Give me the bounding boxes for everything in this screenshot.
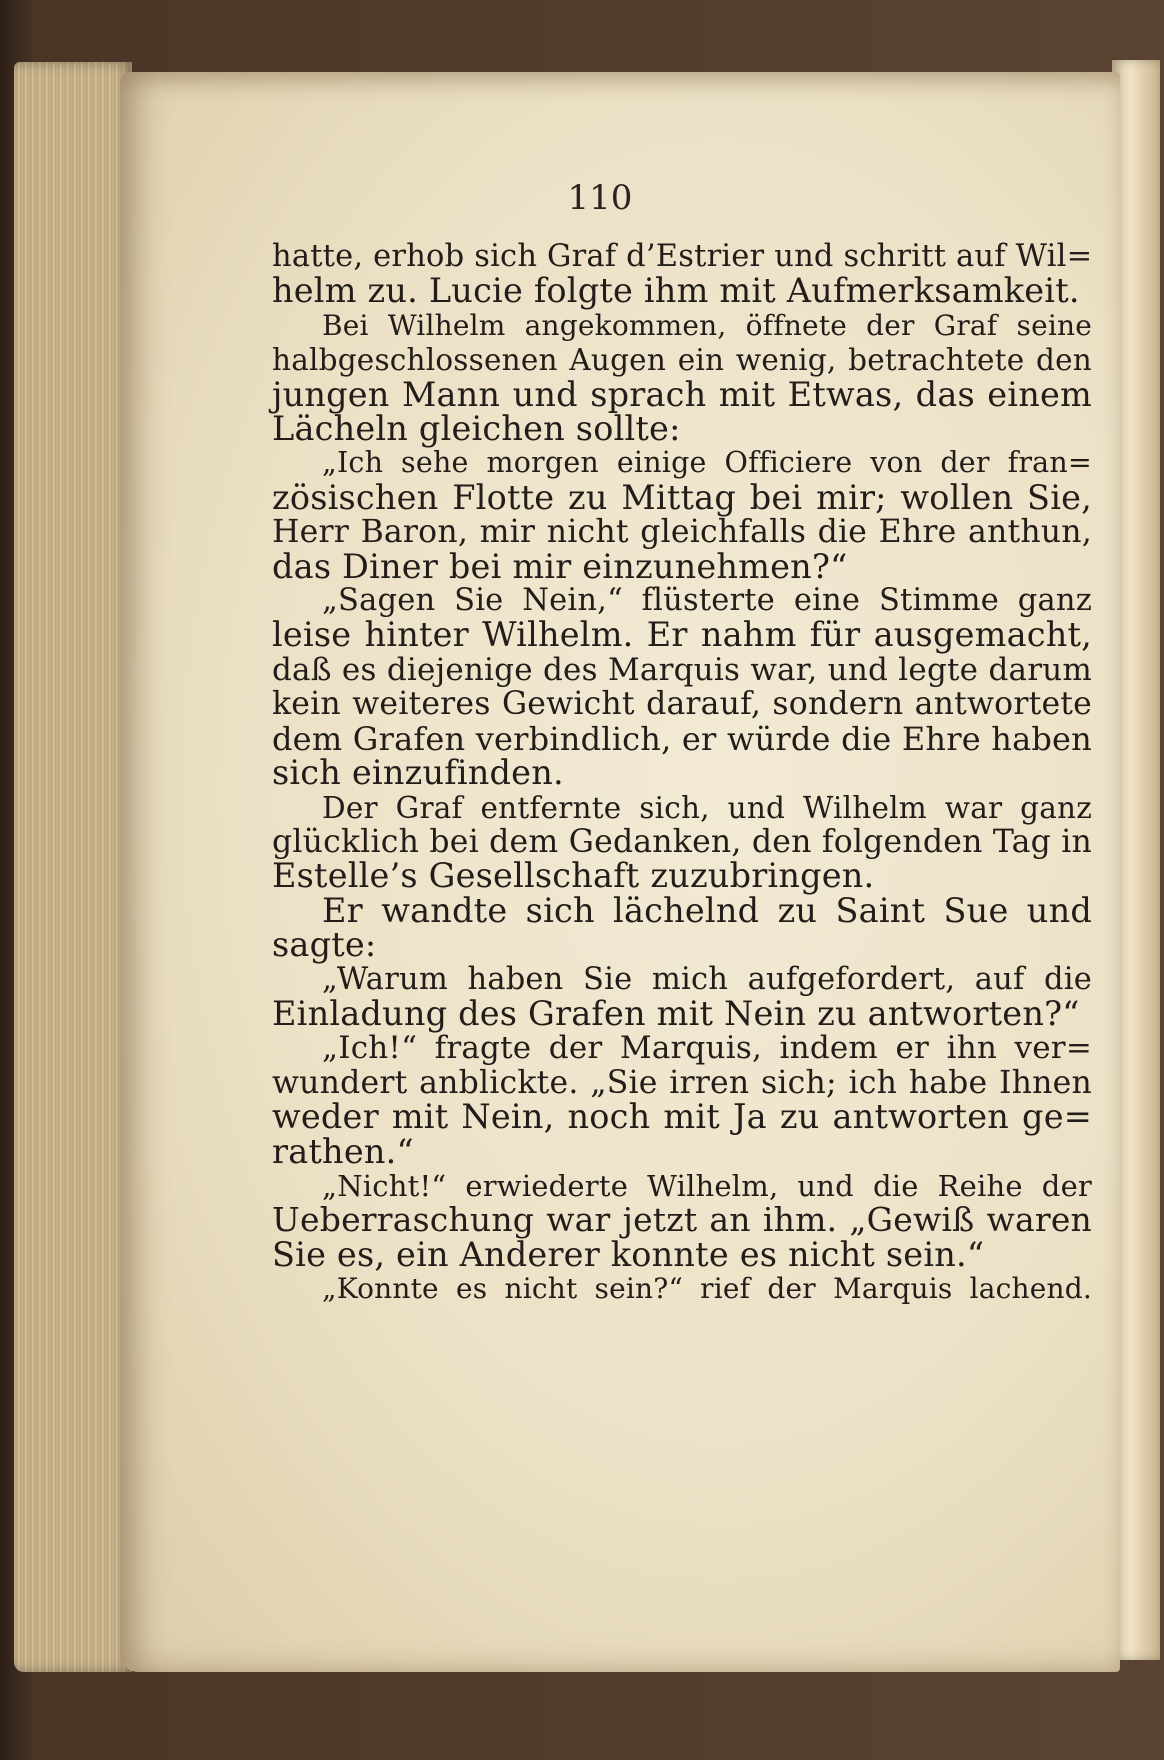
text-line: Estelle’s Gesellschaft zuzubringen. — [272, 856, 875, 896]
book-page-edges — [14, 62, 132, 1672]
text-line: Er wandte sich lächelnd zu Saint Sue und — [322, 890, 1092, 930]
text-line: „Ich!“ fragte der Marquis, indem er ihn ver= — [322, 1030, 1092, 1067]
text-line: Sie es, ein Anderer konnte es nicht sein.“ — [272, 1234, 985, 1274]
text-line: Lächeln gleichen sollte: — [272, 409, 681, 449]
text-line: das Diner bei mir einzunehmen?“ — [272, 546, 848, 586]
body-text — [272, 240, 1092, 1307]
text-line: Ueberraschung war jetzt an ihm. „Gewiß waren — [272, 1200, 1092, 1240]
text-line: daß es diejenige des Marquis war, und legte darum — [272, 651, 1092, 688]
text-line: zösischen Flotte zu Mittag bei mir; wollen Sie, — [272, 477, 1092, 517]
text-line: „Warum haben Sie mich aufgefordert, auf die — [322, 961, 1092, 997]
page-number: 110 — [567, 178, 633, 218]
text-line: dem Grafen verbindlich, er würde die Ehre haben — [272, 719, 1092, 758]
text-line: Herr Baron, mir nicht gleichfalls die Ehre anthun, — [272, 514, 1092, 551]
text-line: leise hinter Wilhelm. Er nahm für ausgemacht, — [272, 615, 1092, 655]
text-line: „Ich sehe morgen einige Officiere von der fran= — [322, 446, 1092, 480]
text-line: Der Graf entfernte sich, und Wilhelm war ganz — [322, 790, 1092, 825]
text-line: rathen.“ — [272, 1131, 414, 1171]
text-line: sagte: — [272, 925, 377, 965]
text-line: glücklich bei dem Gedanken, den folgenden Tag in — [272, 823, 1092, 860]
text-line: helm zu. Lucie folgte ihm mit Aufmerksamkeit. — [272, 271, 1080, 311]
text-line: halbgeschlossenen Augen ein wenig, betrachtete den — [272, 343, 1092, 378]
text-line: sich einzufinden. — [272, 753, 564, 793]
text-line: wundert anblickte. „Sie irren sich; ich habe Ihnen — [272, 1064, 1092, 1101]
text-line: „Sagen Sie Nein,“ flüsterte eine Stimme ganz — [322, 583, 1092, 619]
text-line: „Nicht!“ erwiederte Wilhelm, und die Reihe der — [322, 1168, 1092, 1203]
text-line: jungen Mann und sprach mit Etwas, das einem — [272, 374, 1092, 414]
text-line: Bei Wilhelm angekommen, öffnete der Graf seine — [322, 308, 1092, 342]
text-line: „Konnte es nicht sein?“ rief der Marquis lachend. — [322, 1272, 1092, 1306]
text-line: hatte, erhob sich Graf d’Estrier und schritt auf Wil= — [272, 239, 1093, 274]
text-line: Einladung des Grafen mit Nein zu antworten?“ — [272, 993, 1080, 1033]
text-line: weder mit Nein, noch mit Ja zu antworten ge= — [272, 1097, 1092, 1137]
text-line: kein weiteres Gewicht darauf, sondern antwortete — [272, 686, 1092, 723]
